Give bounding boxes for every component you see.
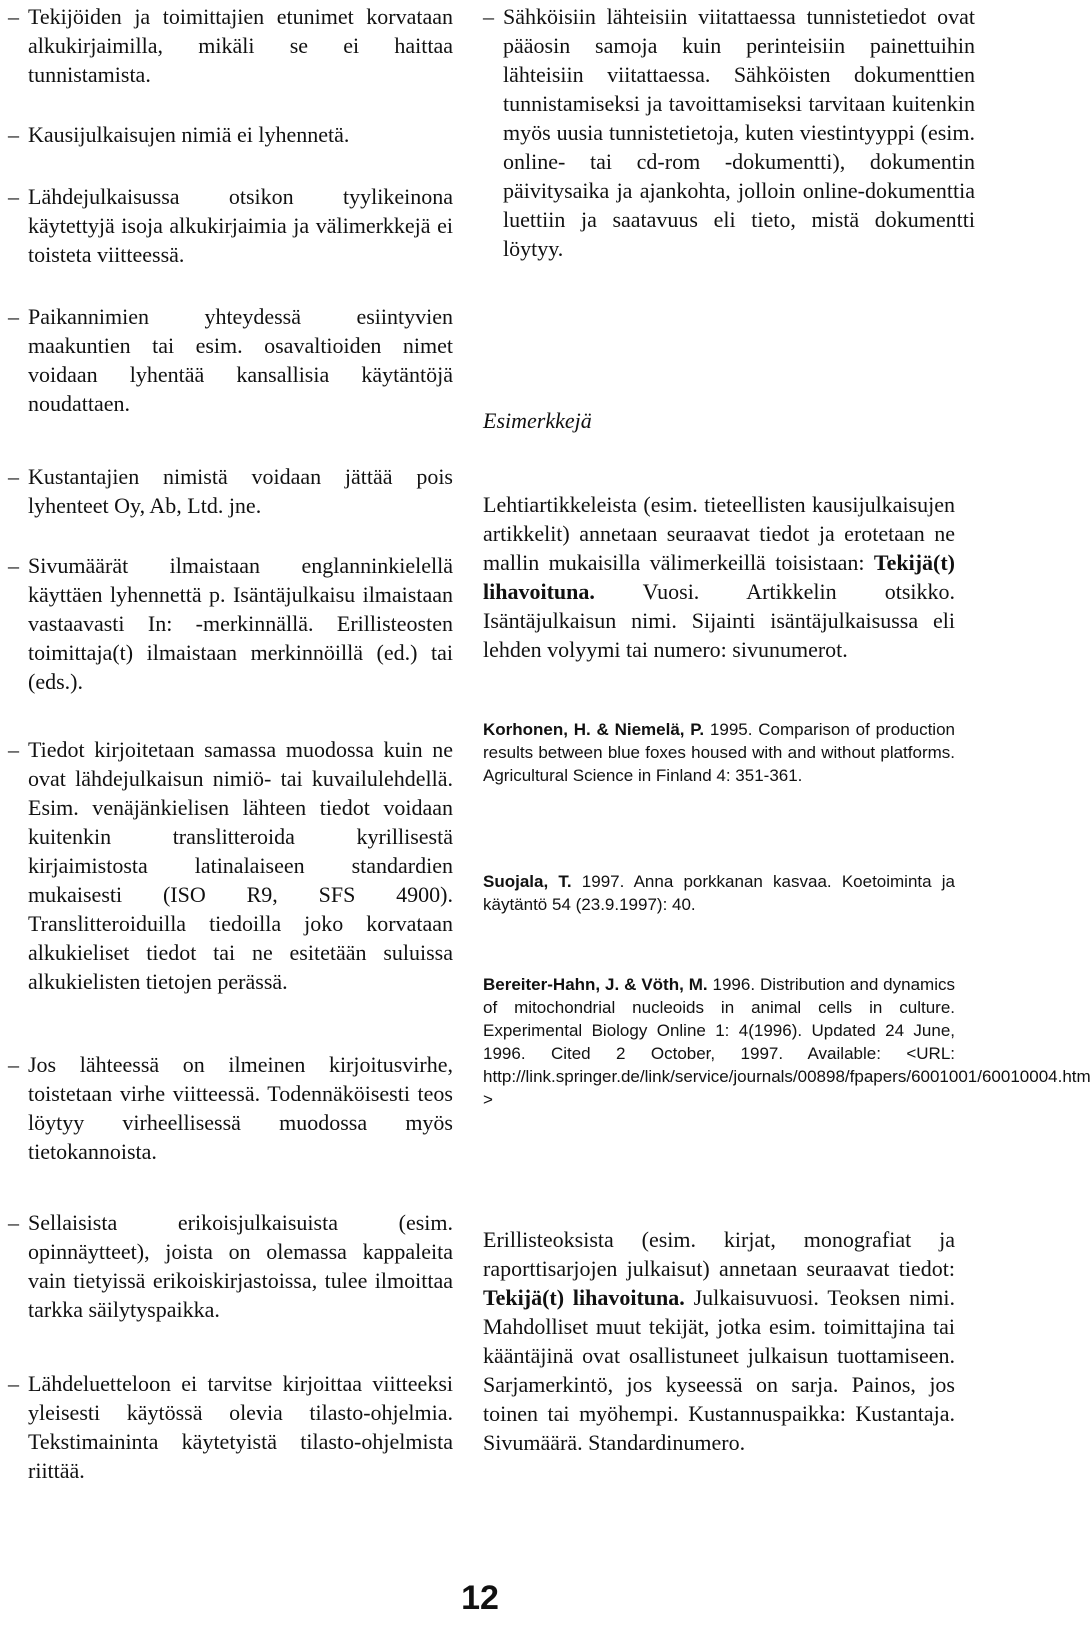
reference-example-1	[483, 718, 955, 787]
reference-author: Korhonen, H. & Niemelä, P.	[483, 720, 705, 739]
bullet-dash: –	[8, 1052, 19, 1077]
bullet-dash: –	[8, 1210, 19, 1235]
books-intro-text: Erillisteoksista (esim. kirjat, monografiat ja raporttisarjojen julkaisut) annetaan seuraavat tiedot:	[483, 1227, 955, 1281]
bullet-dash: –	[8, 1371, 19, 1396]
list-item-text: Lähdeluetteloon ei tarvitse kirjoittaa viitteeksi yleisesti käytössä olevia tilasto-ohjelmia. Tekstimaininta käytetyistä tilasto-ohjelmista riittää.	[28, 1371, 453, 1483]
list-item	[8, 1208, 453, 1324]
reference-author: Suojala, T.	[483, 872, 572, 891]
bullet-dash: –	[8, 464, 19, 489]
list-item	[8, 1050, 453, 1166]
articles-intro	[483, 490, 955, 664]
examples-heading: Esimerkkejä	[483, 408, 592, 433]
list-item	[8, 735, 453, 996]
list-item-text: Sivumäärät ilmaistaan englanninkielellä käyttäen lyhennettä p. Isäntäjulkaisu ilmaistaan vastaavasti In: -merkinnällä. Erillisteosten toimittaja(t) ilmaistaan merkinnöillä (ed.) tai (eds.).	[28, 553, 453, 694]
list-item-text: Tekijöiden ja toimittajien etunimet korvataan alkukirjaimilla, mikäli se ei haittaa tunnistamista.	[28, 4, 453, 87]
list-item	[8, 551, 453, 696]
articles-intro-bold: Tekijä(t) lihavoituna.	[483, 550, 955, 604]
articles-intro-rest: Vuosi. Artikkelin otsikko. Isäntäjulkaisun nimi. Sijainti isäntäjulkaisussa eli lehden volyymi tai numero: sivunumerot.	[483, 579, 955, 662]
list-item-text: Paikannimien yhteydessä esiintyvien maakuntien tai esim. osavaltioiden nimet voidaan lyhentää kansallisia käytäntöjä noudattaen.	[28, 304, 453, 416]
right-column	[483, 0, 1091, 1455]
list-item-text: Sellaisista erikoisjulkaisuista (esim. opinnäytteet), joista on olemassa kappaleita vain tietyissä erikoiskirjastoissa, tulee ilmoittaa tarkka säilytyspaikka.	[28, 1210, 453, 1322]
books-intro-rest: Julkaisuvuosi. Teoksen nimi. Mahdolliset muut tekijät, jotka esim. toimittajina tai kääntäjinä ovat osallistuneet julkaisun tuottamiseen. Sarjamerkintö, jos kyseessä on sarja. Painos, jos toinen tai myöhempi. Kustannuspaikka: Kustantaja. Sivumäärä. Standardinumero.	[483, 1285, 955, 1455]
list-item	[8, 462, 453, 520]
bullet-dash: –	[8, 184, 19, 209]
bullet-dash: –	[483, 4, 494, 29]
list-item-text: Kausijulkaisujen nimiä ei lyhennetä.	[28, 122, 350, 147]
bullet-dash: –	[8, 553, 19, 578]
electronic-sources-note	[483, 2, 975, 263]
list-item	[8, 302, 453, 418]
reference-author: Bereiter-Hahn, J. & Vöth, M.	[483, 975, 708, 994]
list-item	[8, 2, 453, 89]
bullet-dash: –	[8, 4, 19, 29]
articles-intro-text: Lehtiartikkeleista (esim. tieteellisten kausijulkaisujen artikkelit) annetaan seuraavat tiedot ja erotetaan ne mallin mukaisilla välimerkeillä toisistaan:	[483, 492, 955, 575]
bullet-dash: –	[8, 737, 19, 762]
bullet-dash: –	[8, 304, 19, 329]
reference-details: 1995. Comparison of production results between blue foxes housed with and without platforms. Agricultural Science in Finland 4: 351-361.	[483, 720, 955, 785]
reference-details: 1996. Distribution and dynamics of mitochondrial nucleoids in animal cells in culture. Experimental Biology Online 1: 4(1996). Updated 24 June, 1996. Cited 2 October, 1997. Available: <URL: http://link.springer.de/link/service/journals/00898/fpapers/6001001/60010004.htm >	[483, 975, 1091, 1109]
list-item-text: Jos lähteessä on ilmeinen kirjoitusvirhe, toistetaan virhe viitteessä. Todennäköisesti teos löytyy virheellisessä muodossa myös tietokannoista.	[28, 1052, 453, 1164]
books-intro	[483, 1225, 955, 1457]
list-item-text: Kustantajien nimistä voidaan jättää pois lyhenteet Oy, Ab, Ltd. jne.	[28, 464, 453, 518]
reference-example-3	[483, 973, 1091, 1111]
books-intro-bold: Tekijä(t) lihavoituna.	[483, 1285, 685, 1310]
page-number: 12	[461, 1579, 499, 1617]
bullet-dash: –	[8, 122, 19, 147]
list-item	[8, 182, 453, 269]
list-item	[8, 1369, 453, 1485]
list-item-text: Tiedot kirjoitetaan samassa muodossa kuin ne ovat lähdejulkaisun nimiö- tai kuvailulehdellä. Esim. venäjänkielisen lähteen tiedot voidaan kuitenkin translitteroida kyrillisestä kirjaimistosta latinalaiseen standardien mukaisesti (ISO R9, SFS 4900). Translitteroiduilla tiedoilla joko korvataan alkukieliset tiedot tai ne esitetään suluissa alkukielisten tietojen perässä.	[28, 737, 453, 994]
reference-example-2	[483, 870, 955, 916]
list-item-text: Lähdejulkaisussa otsikon tyylikeinona käytettyjä isoja alkukirjaimia ja välimerkkejä ei toisteta viitteessä.	[28, 184, 453, 267]
reference-details: 1997. Anna porkkanan kasvaa. Koetoiminta ja käytäntö 54 (23.9.1997): 40.	[483, 872, 956, 914]
list-item	[8, 120, 453, 149]
electronic-sources-text: Sähköisiin lähteisiin viitattaessa tunnistetiedot ovat pääosin samoja kuin perinteisiin painettuihin lähteisiin viitattaessa. Sähköisten dokumenttien tunnistamiseksi ja tavoittamiseksi tarvitaan kuitenkin myös uusia tunnistetietoja, kuten viestintyyppi (esim. online- tai cd-rom -dokumentti), dokumentin päivitysaika ja ajankohta, jolloin online-dokumenttia luettiin ja saatavuus eli tieto, mistä dokumentti löytyy.	[503, 4, 975, 261]
